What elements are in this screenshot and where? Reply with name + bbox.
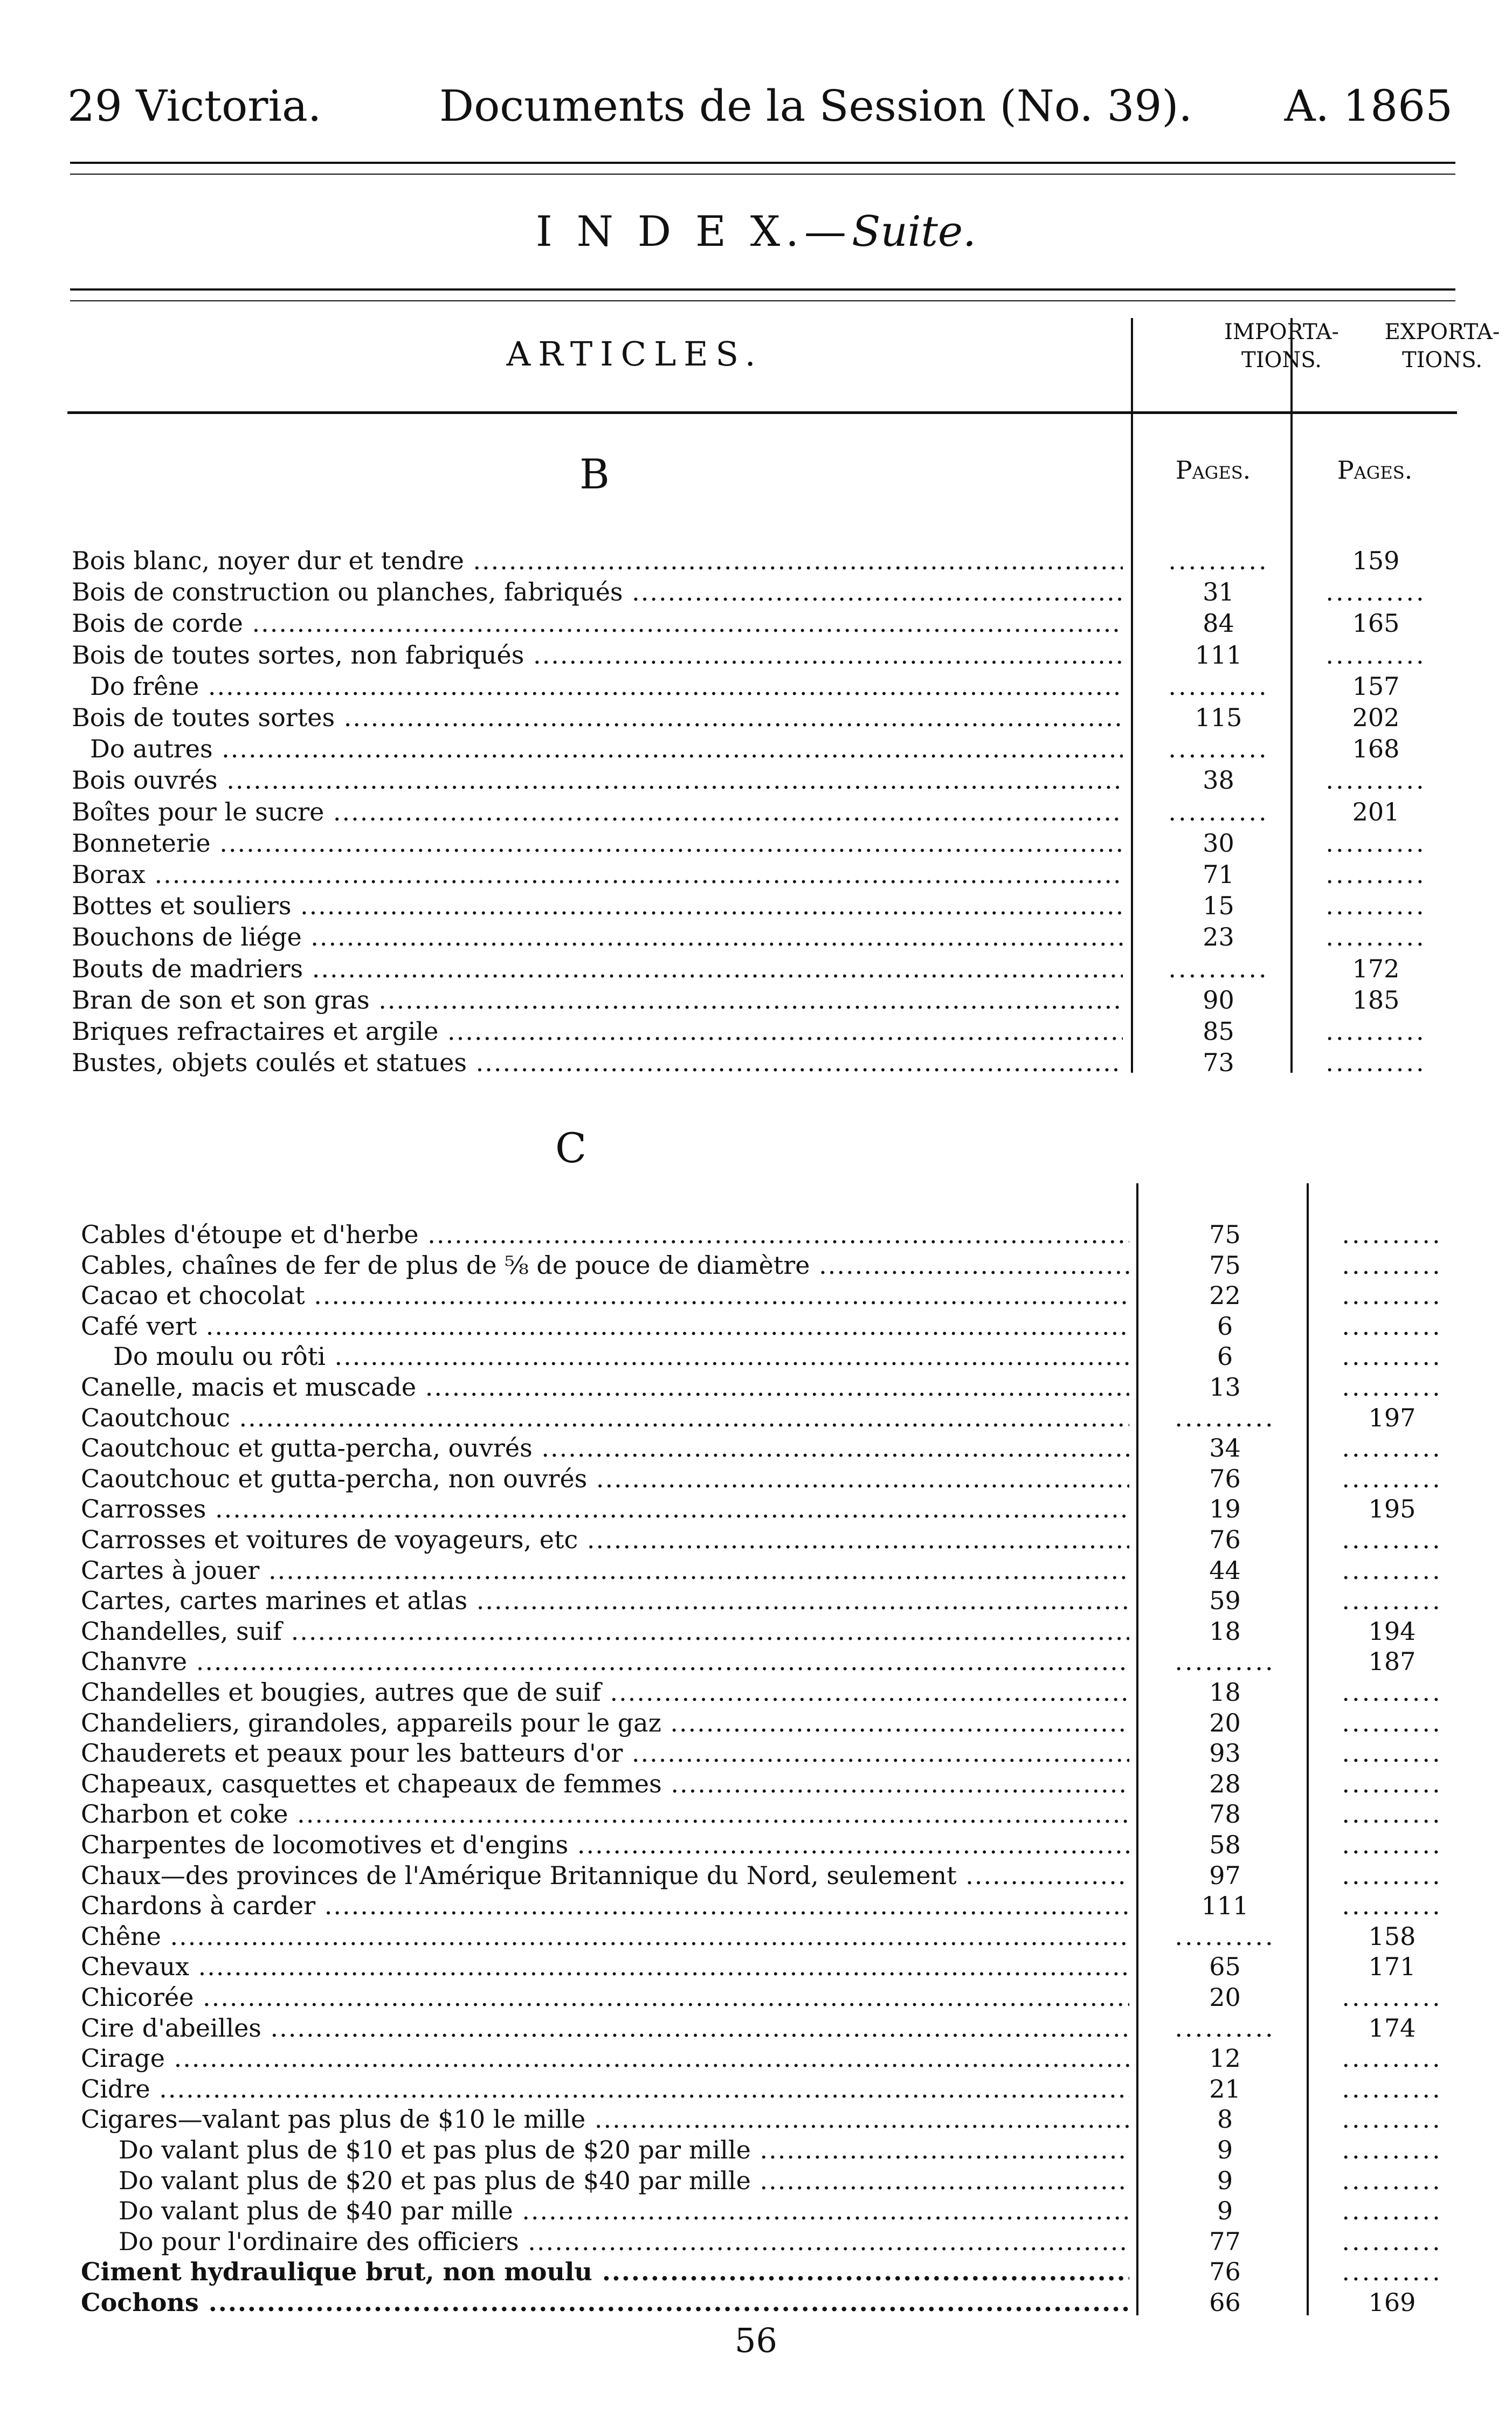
entry-import-page: 65 xyxy=(1209,1952,1241,1982)
entry-article: Cochons ..... xyxy=(81,2287,1129,2317)
entry-export-page: 158 xyxy=(1368,1921,1416,1951)
entry-article: Caoutchouc et gutta-percha, ouvrés ..... xyxy=(81,1433,1129,1463)
entry-import-page: 111 xyxy=(1201,1891,1249,1921)
entry-import-page: 78 xyxy=(1209,1799,1241,1829)
entry-export-page xyxy=(1315,1311,1469,1341)
entry-article: Do frêne ..... xyxy=(90,671,1123,701)
index-entry xyxy=(0,1921,1512,1951)
index-entry xyxy=(0,640,1512,670)
entry-article: Carrosses ..... xyxy=(81,1494,1129,1524)
entry-export-page xyxy=(1299,891,1453,921)
entry-export-page xyxy=(1315,1433,1469,1463)
index-entry xyxy=(0,1016,1512,1046)
entry-export-page: 197 xyxy=(1368,1403,1416,1432)
entry-import-page: 75 xyxy=(1209,1250,1241,1280)
entry-import-page: 77 xyxy=(1209,2226,1241,2256)
entry-export-page: 171 xyxy=(1368,1952,1416,1982)
entry-article: Cartes à jouer ..... xyxy=(81,1555,1129,1585)
entry-article: Caoutchouc et gutta-percha, non ouvrés ..... xyxy=(81,1464,1129,1494)
entry-export-page: 165 xyxy=(1352,609,1400,638)
index-entry xyxy=(0,2013,1512,2043)
index-entry xyxy=(0,922,1512,952)
entry-import-page: 44 xyxy=(1209,1555,1241,1585)
index-entry xyxy=(0,891,1512,921)
entry-article: Do autres ..... xyxy=(90,734,1123,764)
header-document-title: Documents de la Session (No. 39). xyxy=(439,81,1192,131)
entry-export-page: 172 xyxy=(1352,954,1400,983)
entry-article: Cire d'abeilles ..... xyxy=(81,2013,1129,2043)
entry-export-page: 174 xyxy=(1368,2013,1416,2043)
entry-import-page: 20 xyxy=(1209,1983,1241,2012)
index-entry xyxy=(0,1891,1512,1921)
entry-export-page xyxy=(1315,1372,1469,1402)
entry-article: Cables, chaînes de fer de plus de ⅝ de pouce de diamètre ..... xyxy=(81,1250,1129,1280)
index-entry xyxy=(0,1494,1512,1524)
column-header-importations xyxy=(1205,318,1358,374)
entry-import-page: 90 xyxy=(1203,985,1234,1015)
entry-import-page: 13 xyxy=(1209,1372,1241,1402)
index-entry xyxy=(0,546,1512,576)
entry-import-page: 71 xyxy=(1203,860,1234,889)
entry-export-page xyxy=(1315,2135,1469,2165)
entry-import-page xyxy=(1142,797,1295,827)
entry-article: Canelle, macis et muscade ..... xyxy=(81,1372,1129,1402)
entry-export-page xyxy=(1315,2226,1469,2257)
entry-article: Bois ouvrés ..... xyxy=(72,765,1123,795)
entry-export-page xyxy=(1315,1982,1469,2012)
index-entry xyxy=(0,1219,1512,1250)
entry-import-page: 97 xyxy=(1209,1860,1241,1890)
entry-export-page xyxy=(1299,1047,1453,1078)
index-entry xyxy=(0,1738,1512,1768)
entry-import-page: 66 xyxy=(1209,2288,1241,2317)
entry-article: Chaux—des provinces de l'Amérique Britannique du Nord, seulement ..... xyxy=(81,1860,1129,1891)
entry-export-page xyxy=(1299,1016,1453,1046)
entry-export-page xyxy=(1315,2257,1469,2287)
entry-import-page: 23 xyxy=(1203,922,1234,952)
entry-import-page: 22 xyxy=(1209,1281,1241,1310)
entry-export-page xyxy=(1315,2074,1469,2104)
entry-article: Cartes, cartes marines et atlas ..... xyxy=(81,1585,1129,1616)
entry-export-page xyxy=(1315,2196,1469,2226)
index-entry xyxy=(0,1047,1512,1078)
entry-export-page: 194 xyxy=(1368,1616,1416,1646)
entry-article: Do valant plus de $20 et pas plus de $40 par mille ..... xyxy=(119,2165,1129,2196)
entry-export-page xyxy=(1299,577,1453,607)
entry-article: Bois de toutes sortes ..... xyxy=(72,702,1123,733)
entry-article: Chanvre ..... xyxy=(81,1646,1129,1677)
entry-article: Boîtes pour le sucre ..... xyxy=(72,797,1123,827)
entry-import-page xyxy=(1142,671,1295,701)
entry-article: Chapeaux, casquettes et chapeaux de femmes ..... xyxy=(81,1769,1129,1799)
index-entry xyxy=(0,2135,1512,2165)
index-entry xyxy=(0,1372,1512,1402)
entry-article: Bois de corde ..... xyxy=(72,608,1123,638)
table-top-rule xyxy=(70,288,1455,301)
header-year: A. 1865 xyxy=(1284,81,1453,131)
index-entry xyxy=(0,797,1512,827)
entry-export-page xyxy=(1315,1280,1469,1310)
entry-export-page xyxy=(1299,859,1453,889)
entry-export-page xyxy=(1315,2104,1469,2134)
page-number: 56 xyxy=(735,2321,777,2360)
entry-import-page: 6 xyxy=(1217,1311,1233,1341)
running-header xyxy=(67,81,1453,140)
index-entry xyxy=(0,1982,1512,2012)
index-entry xyxy=(0,702,1512,733)
section-letter-b: B xyxy=(579,450,610,498)
entry-export-page xyxy=(1315,1677,1469,1707)
entry-import-page: 34 xyxy=(1209,1433,1241,1463)
index-entry xyxy=(0,954,1512,984)
entry-export-page xyxy=(1315,1799,1469,1829)
entry-export-page: 202 xyxy=(1352,703,1400,732)
index-title xyxy=(0,208,1512,256)
entry-export-page: 169 xyxy=(1368,2288,1416,2317)
index-entry xyxy=(0,2196,1512,2226)
entry-import-page: 28 xyxy=(1209,1769,1241,1798)
entry-export-page xyxy=(1299,640,1453,670)
entry-export-page xyxy=(1315,1525,1469,1555)
index-entry xyxy=(0,2287,1512,2317)
index-entry xyxy=(0,608,1512,638)
entry-article: Briques refractaires et argile ..... xyxy=(72,1016,1123,1046)
entry-article: Cables d'étoupe et d'herbe ..... xyxy=(81,1219,1129,1250)
entry-export-page xyxy=(1299,828,1453,858)
index-entry xyxy=(0,1585,1512,1616)
pages-header-importations: Pages. xyxy=(1175,456,1251,485)
entry-article: Chêne ..... xyxy=(81,1921,1129,1951)
entry-export-page xyxy=(1299,922,1453,952)
index-entry xyxy=(0,2043,1512,2073)
header-rule xyxy=(67,411,1457,414)
section-letter-c: C xyxy=(555,1124,587,1172)
index-entry xyxy=(0,1677,1512,1707)
entry-import-page xyxy=(1148,1646,1302,1677)
entry-export-page: 157 xyxy=(1352,671,1400,701)
pages-header-exportations: Pages. xyxy=(1337,456,1413,485)
index-entry xyxy=(0,2074,1512,2104)
entry-export-page xyxy=(1315,1585,1469,1616)
entry-article: Bouchons de liége ..... xyxy=(72,922,1123,952)
entry-export-page xyxy=(1315,1891,1469,1921)
index-entry xyxy=(0,671,1512,701)
entry-import-page: 58 xyxy=(1209,1830,1241,1859)
index-entry xyxy=(0,2104,1512,2134)
index-entry xyxy=(0,1280,1512,1310)
index-entry xyxy=(0,2257,1512,2287)
index-entry xyxy=(0,1646,1512,1677)
index-entry xyxy=(0,1769,1512,1799)
entry-import-page: 18 xyxy=(1209,1616,1241,1646)
entry-import-page: 18 xyxy=(1209,1678,1241,1707)
entry-article: Chandelles, suif ..... xyxy=(81,1616,1129,1646)
entry-article: Charbon et coke ..... xyxy=(81,1799,1129,1829)
entry-import-page: 9 xyxy=(1217,2196,1233,2226)
index-entry xyxy=(0,577,1512,607)
entry-export-page: 201 xyxy=(1352,797,1400,826)
entry-article: Chandeliers, girandoles, appareils pour le gaz ..... xyxy=(81,1708,1129,1738)
entry-import-page: 31 xyxy=(1203,577,1234,607)
entry-article: Borax ..... xyxy=(72,859,1123,889)
entry-export-page: 159 xyxy=(1352,546,1400,575)
index-entry xyxy=(0,1830,1512,1860)
entry-export-page xyxy=(1315,1555,1469,1585)
entry-export-page xyxy=(1299,765,1453,795)
header-double-rule xyxy=(70,162,1455,175)
entry-import-page: 84 xyxy=(1203,609,1234,638)
entry-export-page xyxy=(1315,2165,1469,2196)
entry-import-page: 6 xyxy=(1217,1342,1233,1371)
entry-article: Ciment hydraulique brut, non moulu ..... xyxy=(81,2257,1129,2287)
entry-export-page xyxy=(1315,1250,1469,1280)
index-title-suite: Suite. xyxy=(852,208,976,256)
exportations-header-line-1: EXPORTA- xyxy=(1384,320,1500,344)
entry-import-page: 12 xyxy=(1209,2044,1241,2073)
entry-import-page: 15 xyxy=(1203,891,1234,921)
entry-article: Bois de construction ou planches, fabriqués ..... xyxy=(72,577,1123,607)
index-entry xyxy=(0,1311,1512,1341)
index-entry xyxy=(0,1860,1512,1891)
entry-article: Caoutchouc ..... xyxy=(81,1403,1129,1433)
entry-article: Bouts de madriers ..... xyxy=(72,954,1123,984)
entry-import-page: 30 xyxy=(1203,828,1234,858)
index-entry xyxy=(0,1708,1512,1738)
index-entry xyxy=(0,1616,1512,1646)
entry-article: Do valant plus de $10 et pas plus de $20 par mille ..... xyxy=(119,2135,1129,2165)
column-header-exportations xyxy=(1365,318,1512,374)
entry-article: Café vert ..... xyxy=(81,1311,1129,1341)
entry-export-page xyxy=(1315,1860,1469,1891)
entry-import-page xyxy=(1142,546,1295,576)
entry-article: Chauderets et peaux pour les batteurs d'or ..... xyxy=(81,1738,1129,1768)
header-regnal-year: 29 Victoria. xyxy=(67,81,322,131)
entry-article: Carrosses et voitures de voyageurs, etc ..... xyxy=(81,1525,1129,1555)
index-entry xyxy=(0,2226,1512,2257)
index-title-main: I N D E X.— xyxy=(536,208,852,256)
importations-header-line-1: IMPORTA- xyxy=(1224,320,1339,344)
index-entry xyxy=(0,2165,1512,2196)
entry-article: Do valant plus de $40 par mille ..... xyxy=(119,2196,1129,2226)
entry-import-page xyxy=(1148,2013,1302,2043)
entry-export-page xyxy=(1315,1341,1469,1371)
table-header xyxy=(67,313,1500,415)
entry-import-page: 85 xyxy=(1203,1017,1234,1046)
entry-export-page xyxy=(1315,1708,1469,1738)
entry-article: Bois blanc, noyer dur et tendre ..... xyxy=(72,546,1123,576)
index-entry xyxy=(0,1433,1512,1463)
entry-export-page xyxy=(1315,2043,1469,2073)
index-entry xyxy=(0,1341,1512,1371)
entry-article: Chicorée ..... xyxy=(81,1982,1129,2012)
entry-import-page xyxy=(1148,1921,1302,1951)
entry-article: Cigares—valant pas plus de $10 le mille ..... xyxy=(81,2104,1129,2134)
index-entry xyxy=(0,1525,1512,1555)
index-entry xyxy=(0,1403,1512,1433)
entry-import-page: 73 xyxy=(1203,1048,1234,1078)
entry-article: Do pour l'ordinaire des officiers ..... xyxy=(119,2226,1129,2257)
entry-export-page: 185 xyxy=(1352,985,1400,1015)
entry-import-page: 76 xyxy=(1209,2257,1241,2287)
entry-import-page: 19 xyxy=(1209,1494,1241,1524)
entry-import-page: 76 xyxy=(1209,1464,1241,1493)
entry-article: Cirage ..... xyxy=(81,2043,1129,2073)
index-entry xyxy=(0,1555,1512,1585)
entry-import-page: 21 xyxy=(1209,2074,1241,2103)
entry-export-page xyxy=(1315,1769,1469,1799)
entry-import-page: 20 xyxy=(1209,1708,1241,1737)
entry-article: Charpentes de locomotives et d'engins ..... xyxy=(81,1830,1129,1860)
index-entry xyxy=(0,1799,1512,1829)
entry-article: Cidre ..... xyxy=(81,2074,1129,2104)
entry-export-page xyxy=(1315,1738,1469,1768)
entry-export-page: 195 xyxy=(1368,1494,1416,1524)
entry-import-page: 8 xyxy=(1217,2105,1233,2134)
entry-article: Bustes, objets coulés et statues ..... xyxy=(72,1047,1123,1078)
index-entry xyxy=(0,1464,1512,1494)
entry-import-page: 111 xyxy=(1195,640,1242,670)
entry-article: Bois de toutes sortes, non fabriqués ..... xyxy=(72,640,1123,670)
entry-import-page: 115 xyxy=(1195,703,1242,732)
entry-export-page: 168 xyxy=(1352,734,1400,764)
entry-article: Chardons à carder ..... xyxy=(81,1891,1129,1921)
entry-export-page xyxy=(1315,1464,1469,1494)
entry-import-page: 93 xyxy=(1209,1739,1241,1768)
entry-import-page: 75 xyxy=(1209,1220,1241,1249)
entry-export-page xyxy=(1315,1219,1469,1250)
importations-header-line-2: TIONS. xyxy=(1241,348,1322,373)
column-header-articles: ARTICLES. xyxy=(506,334,763,374)
entry-article: Bottes et souliers ..... xyxy=(72,891,1123,921)
entry-article: Bonneterie ..... xyxy=(72,828,1123,858)
index-entry xyxy=(0,1250,1512,1280)
entry-article: Cacao et chocolat ..... xyxy=(81,1280,1129,1310)
index-entry xyxy=(0,1951,1512,1982)
entry-article: Chandelles et bougies, autres que de suif ..... xyxy=(81,1677,1129,1707)
entry-export-page: 187 xyxy=(1368,1647,1416,1677)
index-entry xyxy=(0,765,1512,795)
index-entry xyxy=(0,859,1512,889)
entry-import-page: 76 xyxy=(1209,1525,1241,1554)
entry-export-page xyxy=(1315,1830,1469,1860)
entry-import-page: 9 xyxy=(1217,2165,1233,2195)
entry-article: Do moulu ou rôti ..... xyxy=(113,1341,1129,1371)
index-entry xyxy=(0,985,1512,1015)
entry-article: Chevaux ..... xyxy=(81,1951,1129,1982)
entry-article: Bran de son et son gras ..... xyxy=(72,985,1123,1015)
index-entry xyxy=(0,734,1512,764)
entry-import-page xyxy=(1142,954,1295,984)
index-entry xyxy=(0,828,1512,858)
entry-import-page: 59 xyxy=(1209,1586,1241,1616)
entry-import-page: 9 xyxy=(1217,2135,1233,2164)
entry-import-page xyxy=(1148,1403,1302,1433)
entry-import-page xyxy=(1142,734,1295,764)
exportations-header-line-2: TIONS. xyxy=(1402,348,1482,373)
entry-import-page: 38 xyxy=(1203,765,1234,795)
